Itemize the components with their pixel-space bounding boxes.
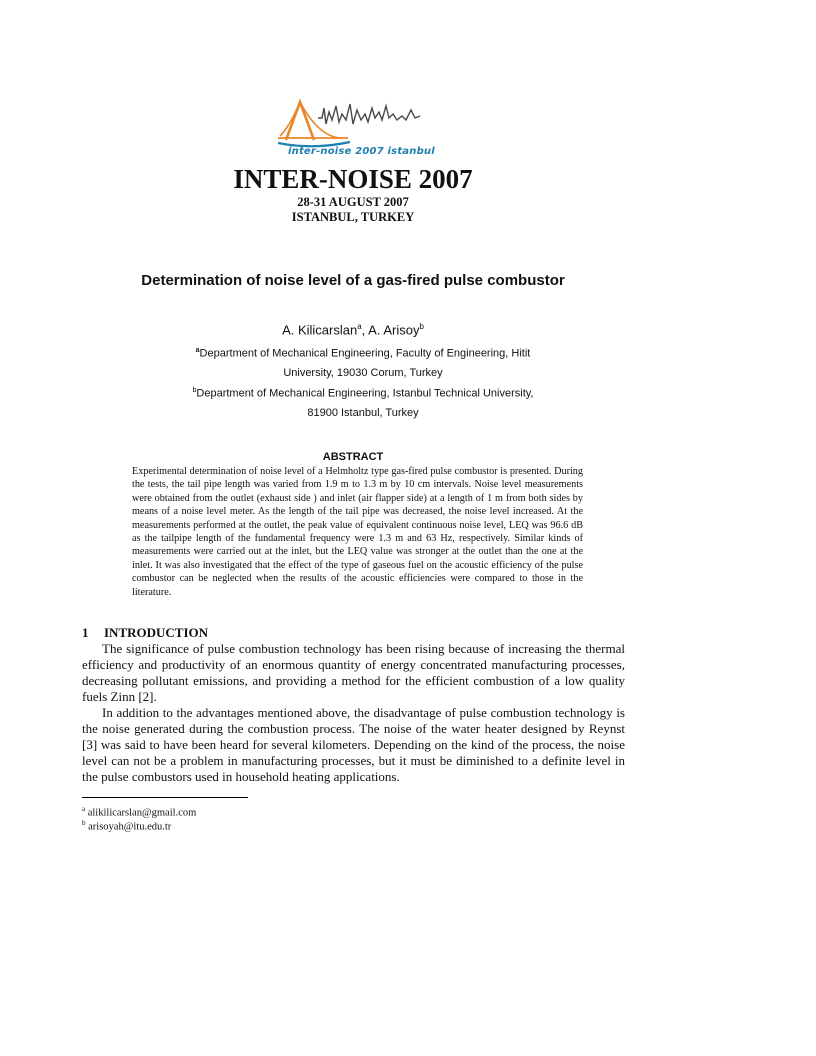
abstract-heading: ABSTRACT <box>322 451 384 463</box>
affiliation-mark: a <box>195 347 200 354</box>
logo-caption: inter-noise 2007 istanbul <box>288 146 435 157</box>
author-name: A. Arisoy <box>368 322 420 338</box>
author-name: A. Kilicarslan <box>282 322 358 338</box>
section-heading <box>82 625 208 641</box>
bridge-icon <box>278 102 350 146</box>
conference-dates: 28-31 AUGUST 2007 <box>297 195 409 209</box>
footnote-divider <box>82 797 248 798</box>
author-mark: b <box>419 322 424 331</box>
paper-title: Determination of noise level of a gas-fired pulse combustor <box>141 272 565 289</box>
abstract-text: Experimental determination of noise level of a Helmholtz type gas-fired pulse combustor is presented. During the tests, the tail pipe length was varied from 1.9 m to 1.3 m by 10 cm intervals. Noise level measurements were obtained from the outlet (exhaust side ) and inlet (air flapper side) at a length of 1 m from both sides by means of a noise level meter. As the length of the tail pipe was decreased, the noise level increased. At the measurements performed at the outlet, the peak value of equivalent continuous noise level, LEQ was 96.6 dB as the tailpipe length of the fundamental frequency were 1.3 m and 63 Hz, respectively. Similar kinds of measurements were carried out at the inlet, but the LEQ value was stronger at the outlet than the one at the inlet. It was also investigated that the effect of the type of gaseous fuel on the acoustic efficiency of the pulse combustor can be neglected when the results of the acoustic efficiencies were compared to those in the literature. <box>132 466 583 598</box>
intro-paragraph-1: The significance of pulse combustion technology has been rising because of increasing the thermal efficiency and productivity of an enormous quantity of energy concentrated manufacturing processes, decreasing pollutant emissions, and providing a method for the efficient combustion of a low quality fuels Zinn [2]. <box>82 641 625 704</box>
author-mark: a <box>357 322 362 331</box>
section-title: INTRODUCTION <box>104 625 209 640</box>
affiliation-mark: b <box>192 387 197 394</box>
sound-wave-icon <box>318 104 420 124</box>
intro-paragraph-2: In addition to the advantages mentioned above, the disadvantage of pulse combustion technology is the noise generated during the combustion process. The noise of the water heater designed by Reynst [3] was said to have been heard for several kilometers. Depending on the kind of the process, the noise level can not be a problem in manufacturing processes, but it must be diminished to a definite level in the pulse combustors used in household heating applications. <box>82 705 625 784</box>
author-line <box>0 322 706 337</box>
section-number: 1 <box>82 625 89 640</box>
conference-title: INTER-NOISE 2007 <box>233 164 473 194</box>
conference-location: ISTANBUL, TURKEY <box>291 210 415 224</box>
affiliation-a-line2: University, 19030 Corum, Turkey <box>283 367 443 379</box>
footnote-b: $^b$ arisoyah@itu.edu.tr <box>82 819 172 833</box>
author-separator: , <box>361 322 369 338</box>
affiliation-b-line2: 81900 Istanbul, Turkey <box>307 407 419 419</box>
footnote-a: $^a$ alikilicarslan@gmail.com <box>82 805 197 819</box>
affiliation-a-line1: $^a$Department of Mechanical Engineering, Faculty of Engineering, Hitit <box>195 347 531 360</box>
affiliation-b-line1: $^b$Department of Mechanical Engineering, Istanbul Technical University, <box>192 387 534 400</box>
